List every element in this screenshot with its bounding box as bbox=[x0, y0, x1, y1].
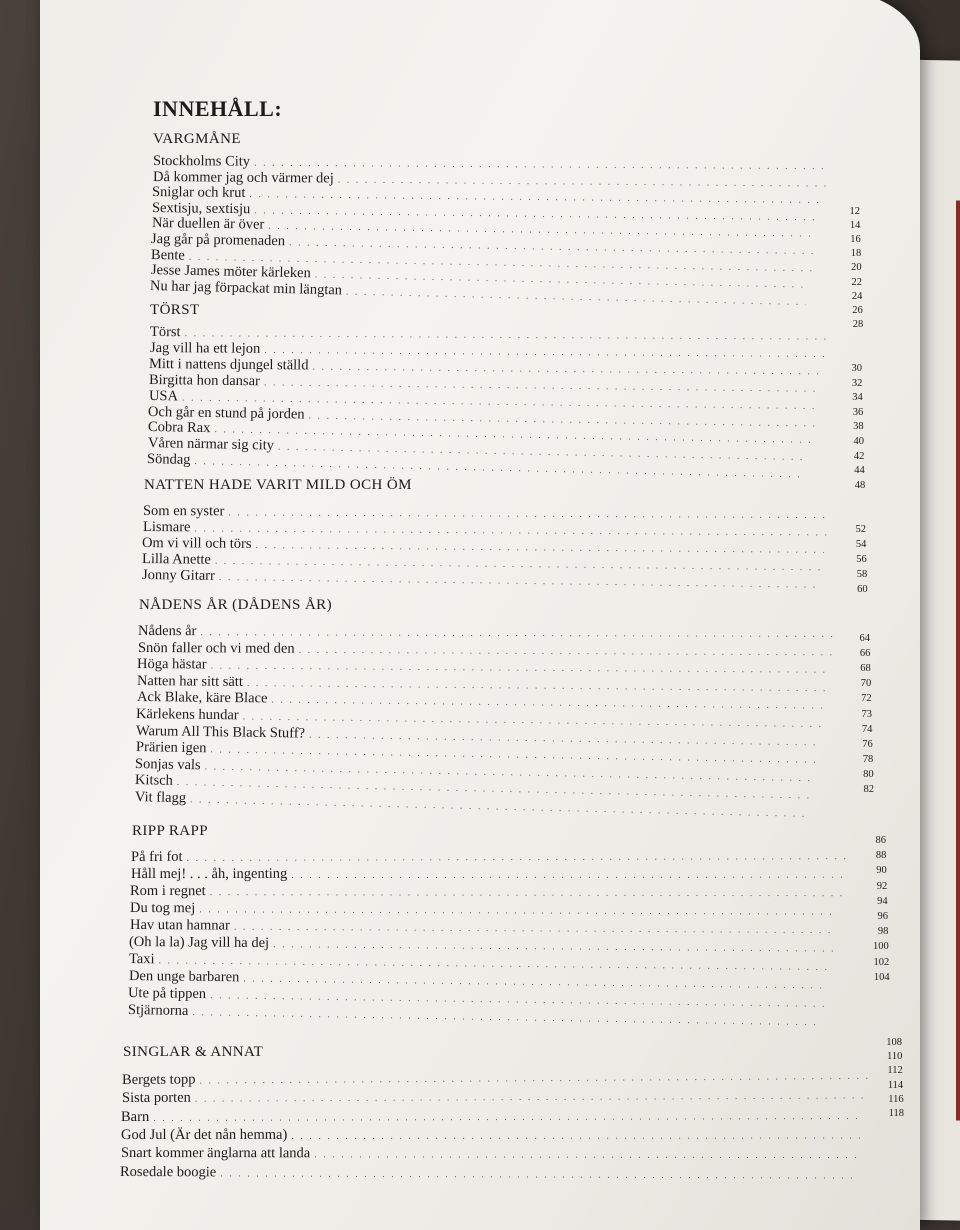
section-heading: NATTEN HADE VARIT MILD OCH ÖM bbox=[144, 477, 412, 493]
toc-entry bbox=[121, 1107, 864, 1125]
song-title: Då kommer jag och värmer dej bbox=[152, 168, 334, 187]
page-number: 44 bbox=[854, 465, 865, 477]
section-heading: TÖRST bbox=[150, 302, 200, 318]
song-title: Håll mej! . . . åh, ingenting bbox=[130, 865, 287, 882]
page-number: 18 bbox=[850, 248, 862, 260]
page-number: 52 bbox=[855, 524, 866, 535]
section-heading: VARGMÅNE bbox=[153, 131, 241, 147]
page-number: 12 bbox=[849, 206, 860, 217]
song-title: Om vi vill och törs bbox=[142, 534, 252, 552]
song-title: Våren närmar sig city bbox=[147, 435, 274, 454]
toc-entry bbox=[122, 1087, 867, 1107]
song-title: Lilla Anette bbox=[141, 550, 211, 568]
section-heading: RIPP RAPP bbox=[132, 823, 208, 839]
page-number: 100 bbox=[873, 941, 889, 953]
song-title: Jag vill ha ett lejon bbox=[149, 339, 261, 357]
song-title: Jonny Gitarr bbox=[141, 566, 215, 584]
page-number: 94 bbox=[877, 895, 888, 907]
toc-entry bbox=[130, 883, 842, 900]
song-title: Jag går på promenaden bbox=[151, 231, 286, 250]
toc-entry bbox=[131, 847, 848, 865]
page-number: 88 bbox=[875, 850, 887, 862]
toc-entry bbox=[121, 1145, 858, 1162]
page-number: 72 bbox=[861, 693, 872, 705]
toc-entry bbox=[138, 623, 836, 641]
song-title: Taxi bbox=[128, 951, 155, 968]
section-heading: SINGLAR & ANNAT bbox=[123, 1044, 264, 1060]
page-number: 54 bbox=[855, 538, 867, 550]
song-title: Rom i regnet bbox=[130, 883, 207, 900]
song-title: Sonjas vals bbox=[135, 755, 201, 774]
song-title: USA bbox=[148, 387, 178, 404]
song-title: God Jul (Är det nån hemma) bbox=[120, 1126, 288, 1143]
song-title: Stockholms City bbox=[152, 153, 251, 170]
page-number: 70 bbox=[860, 678, 872, 690]
page-number: 34 bbox=[852, 392, 863, 404]
page-number: 68 bbox=[860, 663, 871, 675]
song-title: Bergets topp bbox=[121, 1071, 196, 1088]
song-title: Som en syster bbox=[142, 503, 225, 520]
page-number: 92 bbox=[876, 880, 888, 892]
dot-leader bbox=[210, 885, 842, 902]
page-number: 16 bbox=[850, 234, 861, 246]
toc-entry bbox=[130, 900, 839, 919]
page-number: 14 bbox=[849, 220, 861, 232]
page-number: 38 bbox=[853, 421, 864, 433]
page-number: 56 bbox=[856, 553, 867, 565]
page-number: 32 bbox=[851, 377, 863, 389]
song-title: Natten har sitt sätt bbox=[136, 672, 243, 690]
page-number: 58 bbox=[856, 568, 868, 580]
song-title: Och går en stund på jorden bbox=[148, 403, 305, 422]
song-title: Törst bbox=[149, 324, 181, 341]
page-number: 110 bbox=[887, 1051, 903, 1063]
song-title: Birgitta hon dansar bbox=[148, 371, 260, 389]
song-title: Prärien igen bbox=[135, 739, 207, 757]
song-title: Warum All This Black Stuff? bbox=[135, 722, 306, 742]
song-title: Hav utan hamnar bbox=[129, 917, 230, 934]
toc-entry bbox=[131, 866, 845, 882]
toc-title: INNEHÅLL: bbox=[153, 96, 283, 121]
song-title: Snön faller och vi med den bbox=[137, 639, 295, 657]
page-number: 24 bbox=[851, 290, 863, 302]
page-number: 90 bbox=[876, 865, 887, 877]
page-number: 64 bbox=[859, 633, 870, 644]
toc-entry bbox=[121, 1126, 861, 1143]
dot-leader bbox=[153, 1109, 864, 1127]
song-title: När duellen är över bbox=[151, 215, 265, 234]
page-number: 118 bbox=[888, 1108, 904, 1119]
song-title: Sextisju, sextisju bbox=[151, 199, 251, 218]
page-number: 20 bbox=[851, 262, 862, 274]
page-number: 78 bbox=[862, 753, 874, 765]
song-title: (Oh la la) Jag vill ha dej bbox=[129, 934, 270, 952]
song-title: Sista porten bbox=[121, 1089, 191, 1107]
song-title: Ute på tippen bbox=[128, 985, 207, 1003]
song-title: Vit flagg bbox=[134, 789, 186, 807]
page-number: 73 bbox=[861, 708, 872, 720]
page-number: 42 bbox=[853, 450, 865, 462]
page-number: 28 bbox=[852, 318, 864, 330]
page-number: 26 bbox=[852, 304, 863, 316]
page-number: 82 bbox=[863, 784, 874, 795]
page-number: 66 bbox=[859, 648, 871, 660]
toc-entry bbox=[122, 1067, 870, 1088]
section-heading: NÅDENS ÅR (DÅDENS ÅR) bbox=[139, 597, 332, 613]
page-number: 40 bbox=[853, 436, 864, 447]
page-number: 108 bbox=[886, 1037, 902, 1048]
song-title: Ack Blake, käre Blace bbox=[136, 689, 268, 707]
page-number: 104 bbox=[873, 971, 890, 983]
song-title: Höga hästar bbox=[137, 656, 208, 673]
dot-leader bbox=[314, 1147, 858, 1164]
song-title: Kitsch bbox=[134, 772, 173, 790]
dot-leader bbox=[291, 868, 845, 884]
page-number: 80 bbox=[863, 768, 874, 780]
dot-leader bbox=[291, 1128, 861, 1144]
song-title: Nådens år bbox=[137, 623, 197, 640]
dot-leader bbox=[220, 1166, 855, 1184]
song-title: Lismare bbox=[142, 518, 191, 536]
song-title: På fri fot bbox=[130, 848, 183, 865]
page-number: 48 bbox=[854, 479, 866, 491]
page-number: 36 bbox=[852, 406, 864, 418]
page-number: 98 bbox=[877, 926, 889, 938]
song-title: Stjärnorna bbox=[127, 1002, 189, 1019]
song-title: Bente bbox=[150, 246, 185, 264]
song-title: Sniglar och krut bbox=[152, 184, 246, 202]
page-number: 22 bbox=[851, 276, 862, 288]
song-title: Jesse James möter kärleken bbox=[150, 262, 311, 282]
song-title: Du tog mej bbox=[129, 900, 196, 917]
song-title: Kärlekens hundar bbox=[136, 706, 240, 724]
song-title: Snart kommer änglarna att landa bbox=[120, 1145, 310, 1162]
page-number: 74 bbox=[861, 723, 873, 735]
song-title: Rosedale boogie bbox=[120, 1163, 217, 1180]
song-title: Cobra Rax bbox=[147, 419, 211, 437]
page-number: 102 bbox=[873, 956, 890, 968]
page-number: 114 bbox=[887, 1079, 904, 1091]
page-number: 96 bbox=[877, 911, 888, 922]
dot-leader bbox=[194, 1089, 867, 1108]
page-number: 30 bbox=[851, 363, 862, 374]
page-number: 60 bbox=[857, 583, 868, 595]
song-title: Söndag bbox=[147, 451, 191, 469]
page-number: 76 bbox=[862, 738, 873, 750]
song-title: Barn bbox=[121, 1108, 150, 1125]
dot-leader bbox=[187, 849, 848, 867]
page-number: 112 bbox=[887, 1065, 903, 1077]
song-title: Nu har jag förpackat min längtan bbox=[150, 277, 343, 299]
toc-entry bbox=[120, 1164, 855, 1183]
song-title: Mitt i nattens djungel ställd bbox=[149, 355, 309, 374]
song-title: Den unge barbaren bbox=[128, 968, 239, 986]
page-number: 86 bbox=[875, 835, 886, 846]
page-number: 116 bbox=[888, 1093, 904, 1105]
